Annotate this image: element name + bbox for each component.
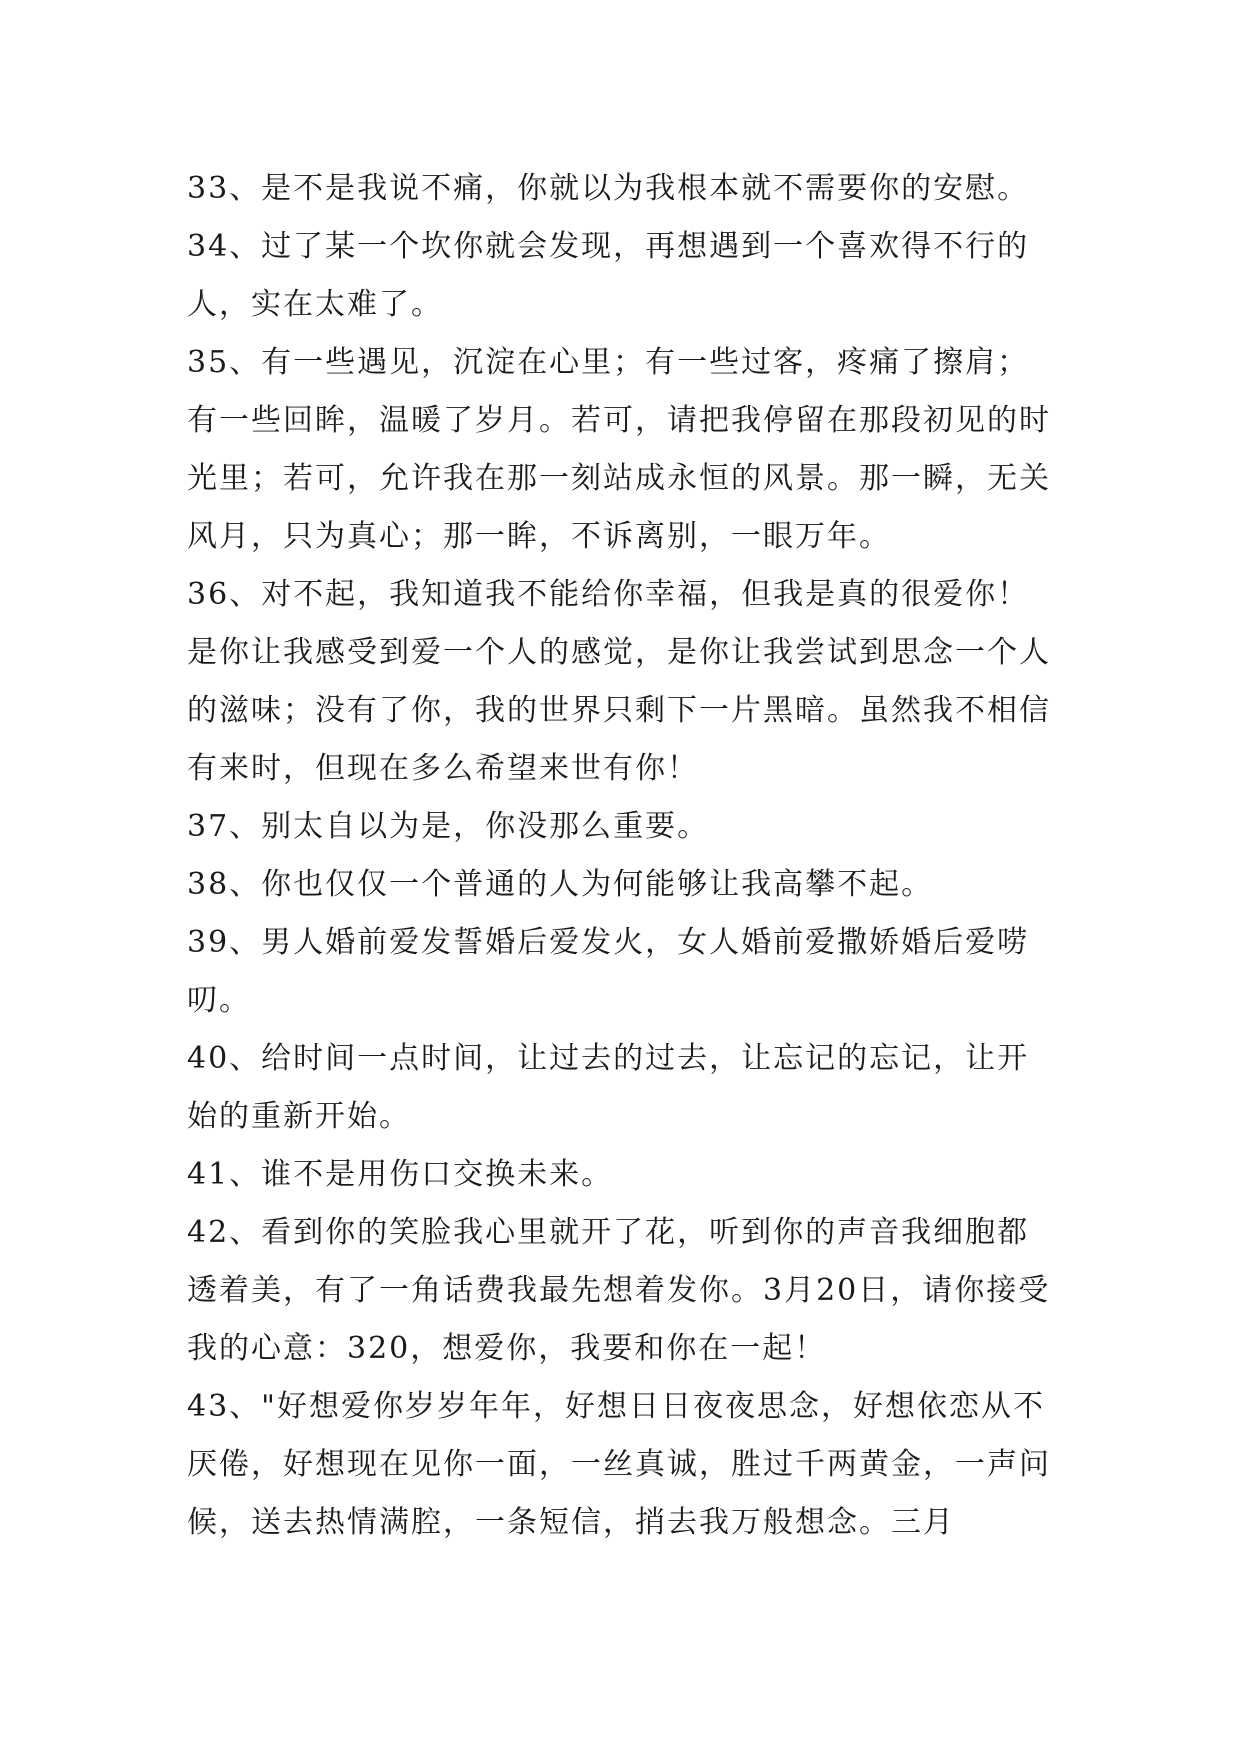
entry-41: 41、谁不是用伤口交换未来。: [187, 1157, 614, 1192]
entry-34: 34、过了某一个坎你就会发现，再想遇到一个喜欢得不行的人，实在太难了。: [187, 229, 1030, 322]
entry-39: 39、男人婚前爱发誓婚后爱发火，女人婚前爱撒娇婚后爱唠叨。: [187, 925, 1030, 1018]
entry-43: 43、"好想爱你岁岁年年，好想日日夜夜思念，好想依恋从不厌倦，好想现在见你一面，一丝真诚，胜过千两黄金，一声问候，送去热情满腔，一条短信，捎去我万般想念。三月: [187, 1389, 1051, 1540]
entry-38: 38、你也仅仅一个普通的人为何能够让我高攀不起。: [187, 867, 934, 902]
entry-35: 35、有一些遇见，沉淀在心里；有一些过客，疼痛了擦肩；有一些回眸，温暖了岁月。若可，请把我停留在那段初见的时光里；若可，允许我在那一刻站成永恒的风景。那一瞬，无关风月，只为真心；那一眸，不诉离别，一眼万年。: [187, 345, 1051, 554]
entry-42: 42、看到你的笑脸我心里就开了花，听到你的声音我细胞都透着美，有了一角话费我最先想着发你。3月20日，请你接受我的心意：320，想爱你，我要和你在一起！: [187, 1215, 1051, 1366]
entry-37: 37、别太自以为是，你没那么重要。: [187, 809, 710, 844]
document-body: [187, 160, 1057, 1552]
entry-33: 33、是不是我说不痛，你就以为我根本就不需要你的安慰。: [187, 171, 1030, 206]
entry-40: 40、给时间一点时间，让过去的过去，让忘记的忘记，让开始的重新开始。: [187, 1041, 1030, 1134]
entry-36: 36、对不起，我知道我不能给你幸福，但我是真的很爱你！是你让我感受到爱一个人的感觉，是你让我尝试到思念一个人的滋味；没有了你，我的世界只剩下一片黑暗。虽然我不相信有来时，但现在多么希望来世有你！: [187, 577, 1051, 786]
